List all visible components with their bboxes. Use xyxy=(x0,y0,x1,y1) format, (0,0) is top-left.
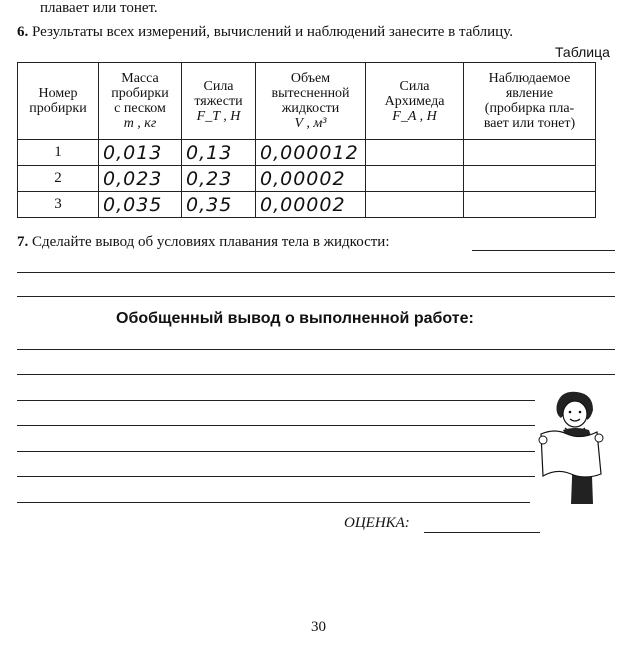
task-6 xyxy=(17,24,513,41)
grade-label: ОЦЕНКА: xyxy=(344,515,410,531)
cell-volume[interactable]: 0,00002 xyxy=(256,166,366,192)
girl-with-sheet-illustration xyxy=(535,388,615,506)
answer-line[interactable] xyxy=(17,502,530,503)
cell-volume[interactable]: 0,00002 xyxy=(256,192,366,218)
results-table xyxy=(17,62,596,218)
answer-line[interactable] xyxy=(17,374,615,375)
answer-line[interactable] xyxy=(17,400,535,401)
task-6-text: Результаты всех измерений, вычислений и наблюдений занесите в таблицу. xyxy=(32,24,513,40)
grade-line[interactable] xyxy=(424,532,540,533)
cell-force[interactable]: 0,35 xyxy=(182,192,256,218)
top-text: плавает или тонет. xyxy=(40,0,158,16)
answer-line[interactable] xyxy=(17,296,615,297)
cell-mass[interactable]: 0,023 xyxy=(99,166,182,192)
task-7-text: Сделайте вывод об условиях плавания тела в жидкости: xyxy=(32,234,390,250)
cell-mass[interactable]: 0,013 xyxy=(99,140,182,166)
table-header-row xyxy=(18,63,596,140)
answer-line[interactable] xyxy=(17,451,535,452)
page-number: 30 xyxy=(311,619,326,635)
cell-phenomenon[interactable] xyxy=(464,192,596,218)
cell-phenomenon[interactable] xyxy=(464,140,596,166)
cell-archimedes[interactable] xyxy=(366,140,464,166)
answer-line[interactable] xyxy=(17,272,615,273)
table-row xyxy=(18,166,596,192)
cell-number: 1 xyxy=(18,140,99,166)
answer-line[interactable] xyxy=(17,349,615,350)
table-row xyxy=(18,192,596,218)
table-row xyxy=(18,140,596,166)
answer-line[interactable] xyxy=(472,250,615,251)
cell-number: 3 xyxy=(18,192,99,218)
cell-volume[interactable]: 0,000012 xyxy=(256,140,366,166)
header-gravity: Сила тяжести F_T , H xyxy=(182,63,256,140)
cell-phenomenon[interactable] xyxy=(464,166,596,192)
header-mass: Масса пробирки с песком m , кг xyxy=(99,63,182,140)
header-phenomenon: Наблюдаемое явление (пробирка пла- вает или тонет) xyxy=(464,63,596,140)
cell-archimedes[interactable] xyxy=(366,192,464,218)
task-7 xyxy=(17,234,390,251)
task-7-number: 7. xyxy=(17,234,29,250)
answer-line[interactable] xyxy=(17,425,535,426)
answer-line[interactable] xyxy=(17,476,535,477)
table-label: Таблица xyxy=(555,44,610,60)
cell-mass[interactable]: 0,035 xyxy=(99,192,182,218)
cell-force[interactable]: 0,13 xyxy=(182,140,256,166)
task-6-number: 6. xyxy=(17,24,29,40)
header-archimedes: Сила Архимеда F_A , H xyxy=(366,63,464,140)
header-number: Номер пробирки xyxy=(18,63,99,140)
header-volume: Объем вытесненной жидкости V , м³ xyxy=(256,63,366,140)
cell-archimedes[interactable] xyxy=(366,166,464,192)
general-conclusion-title: Обобщенный вывод о выполненной работе: xyxy=(116,310,474,327)
cell-number: 2 xyxy=(18,166,99,192)
cell-force[interactable]: 0,23 xyxy=(182,166,256,192)
